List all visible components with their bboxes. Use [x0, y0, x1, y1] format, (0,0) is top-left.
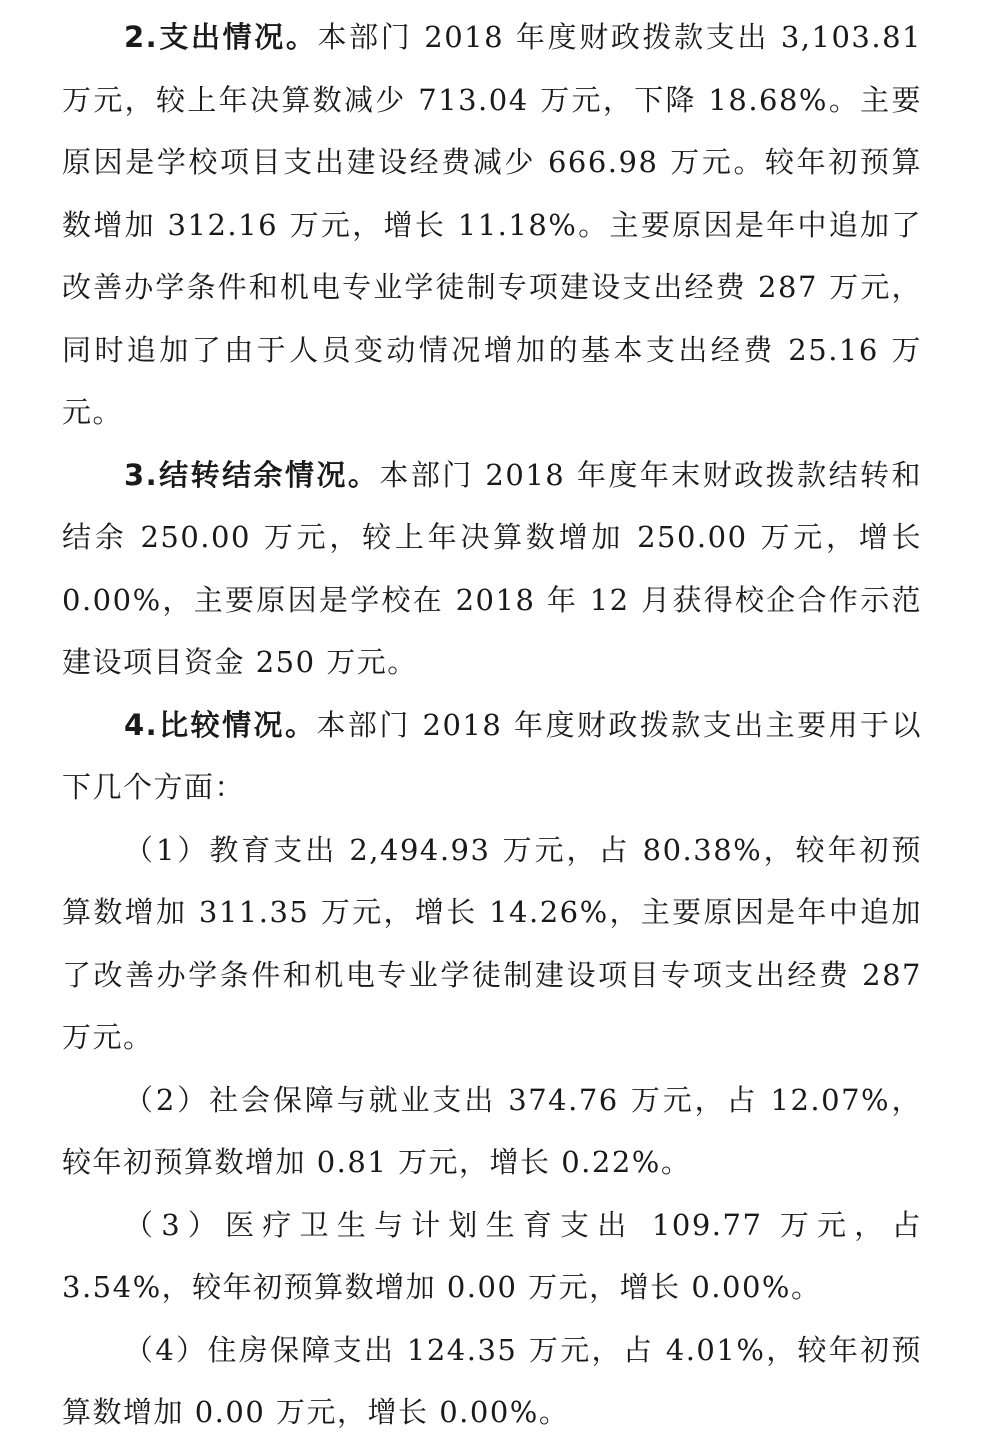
list-item-education: （1）教育支出 2,494.93 万元，占 80.38%，较年初预算数增加 311.35 万元，增长 14.26%，主要原因是年中追加了改善办学条件和机电专业学徒制建设项目专项支出经费 287 万元。	[62, 832, 922, 1054]
section-body: 本部门 2018 年度财政拨款支出主要用于以下几个方面：	[62, 707, 922, 804]
section-comparison	[62, 694, 922, 819]
section-heading: 4.比较情况。	[124, 707, 317, 742]
section-expenditure	[62, 6, 922, 444]
list-item-health: （3）医疗卫生与计划生育支出 109.77 万元，占 3.54%，较年初预算数增加 0.00 万元，增长 0.00%。	[62, 1207, 922, 1304]
list-item-social-security: （2）社会保障与就业支出 374.76 万元，占 12.07%，较年初预算数增加 0.81 万元，增长 0.22%。	[62, 1082, 922, 1179]
section-body: 本部门 2018 年度财政拨款支出 3,103.81 万元，较上年决算数减少 713.04 万元，下降 18.68%。主要原因是学校项目支出建设经费减少 666.98 万元。较年初预算数增加 312.16 万元，增长 11.18%。主要原因是年中追加了改善办学条件和机电专业学徒制专项建设支出经费 287 万元，同时追加了由于人员变动情况增加的基本支出经费 25.16 万元。	[62, 20, 922, 429]
document-page	[62, 6, 922, 1444]
section-body: 本部门 2018 年度年末财政拨款结转和结余 250.00 万元，较上年决算数增加 250.00 万元，增长 0.00%，主要原因是学校在 2018 年 12 月获得校企合作示范建设项目资金 250 万元。	[62, 457, 922, 679]
section-carryover	[62, 444, 922, 694]
section-heading: 3.结转结余情况。	[124, 457, 380, 492]
section-heading: 2.支出情况。	[124, 20, 318, 54]
list-item-housing: （4）住房保障支出 124.35 万元，占 4.01%，较年初预算数增加 0.00 万元，增长 0.00%。	[62, 1332, 922, 1429]
